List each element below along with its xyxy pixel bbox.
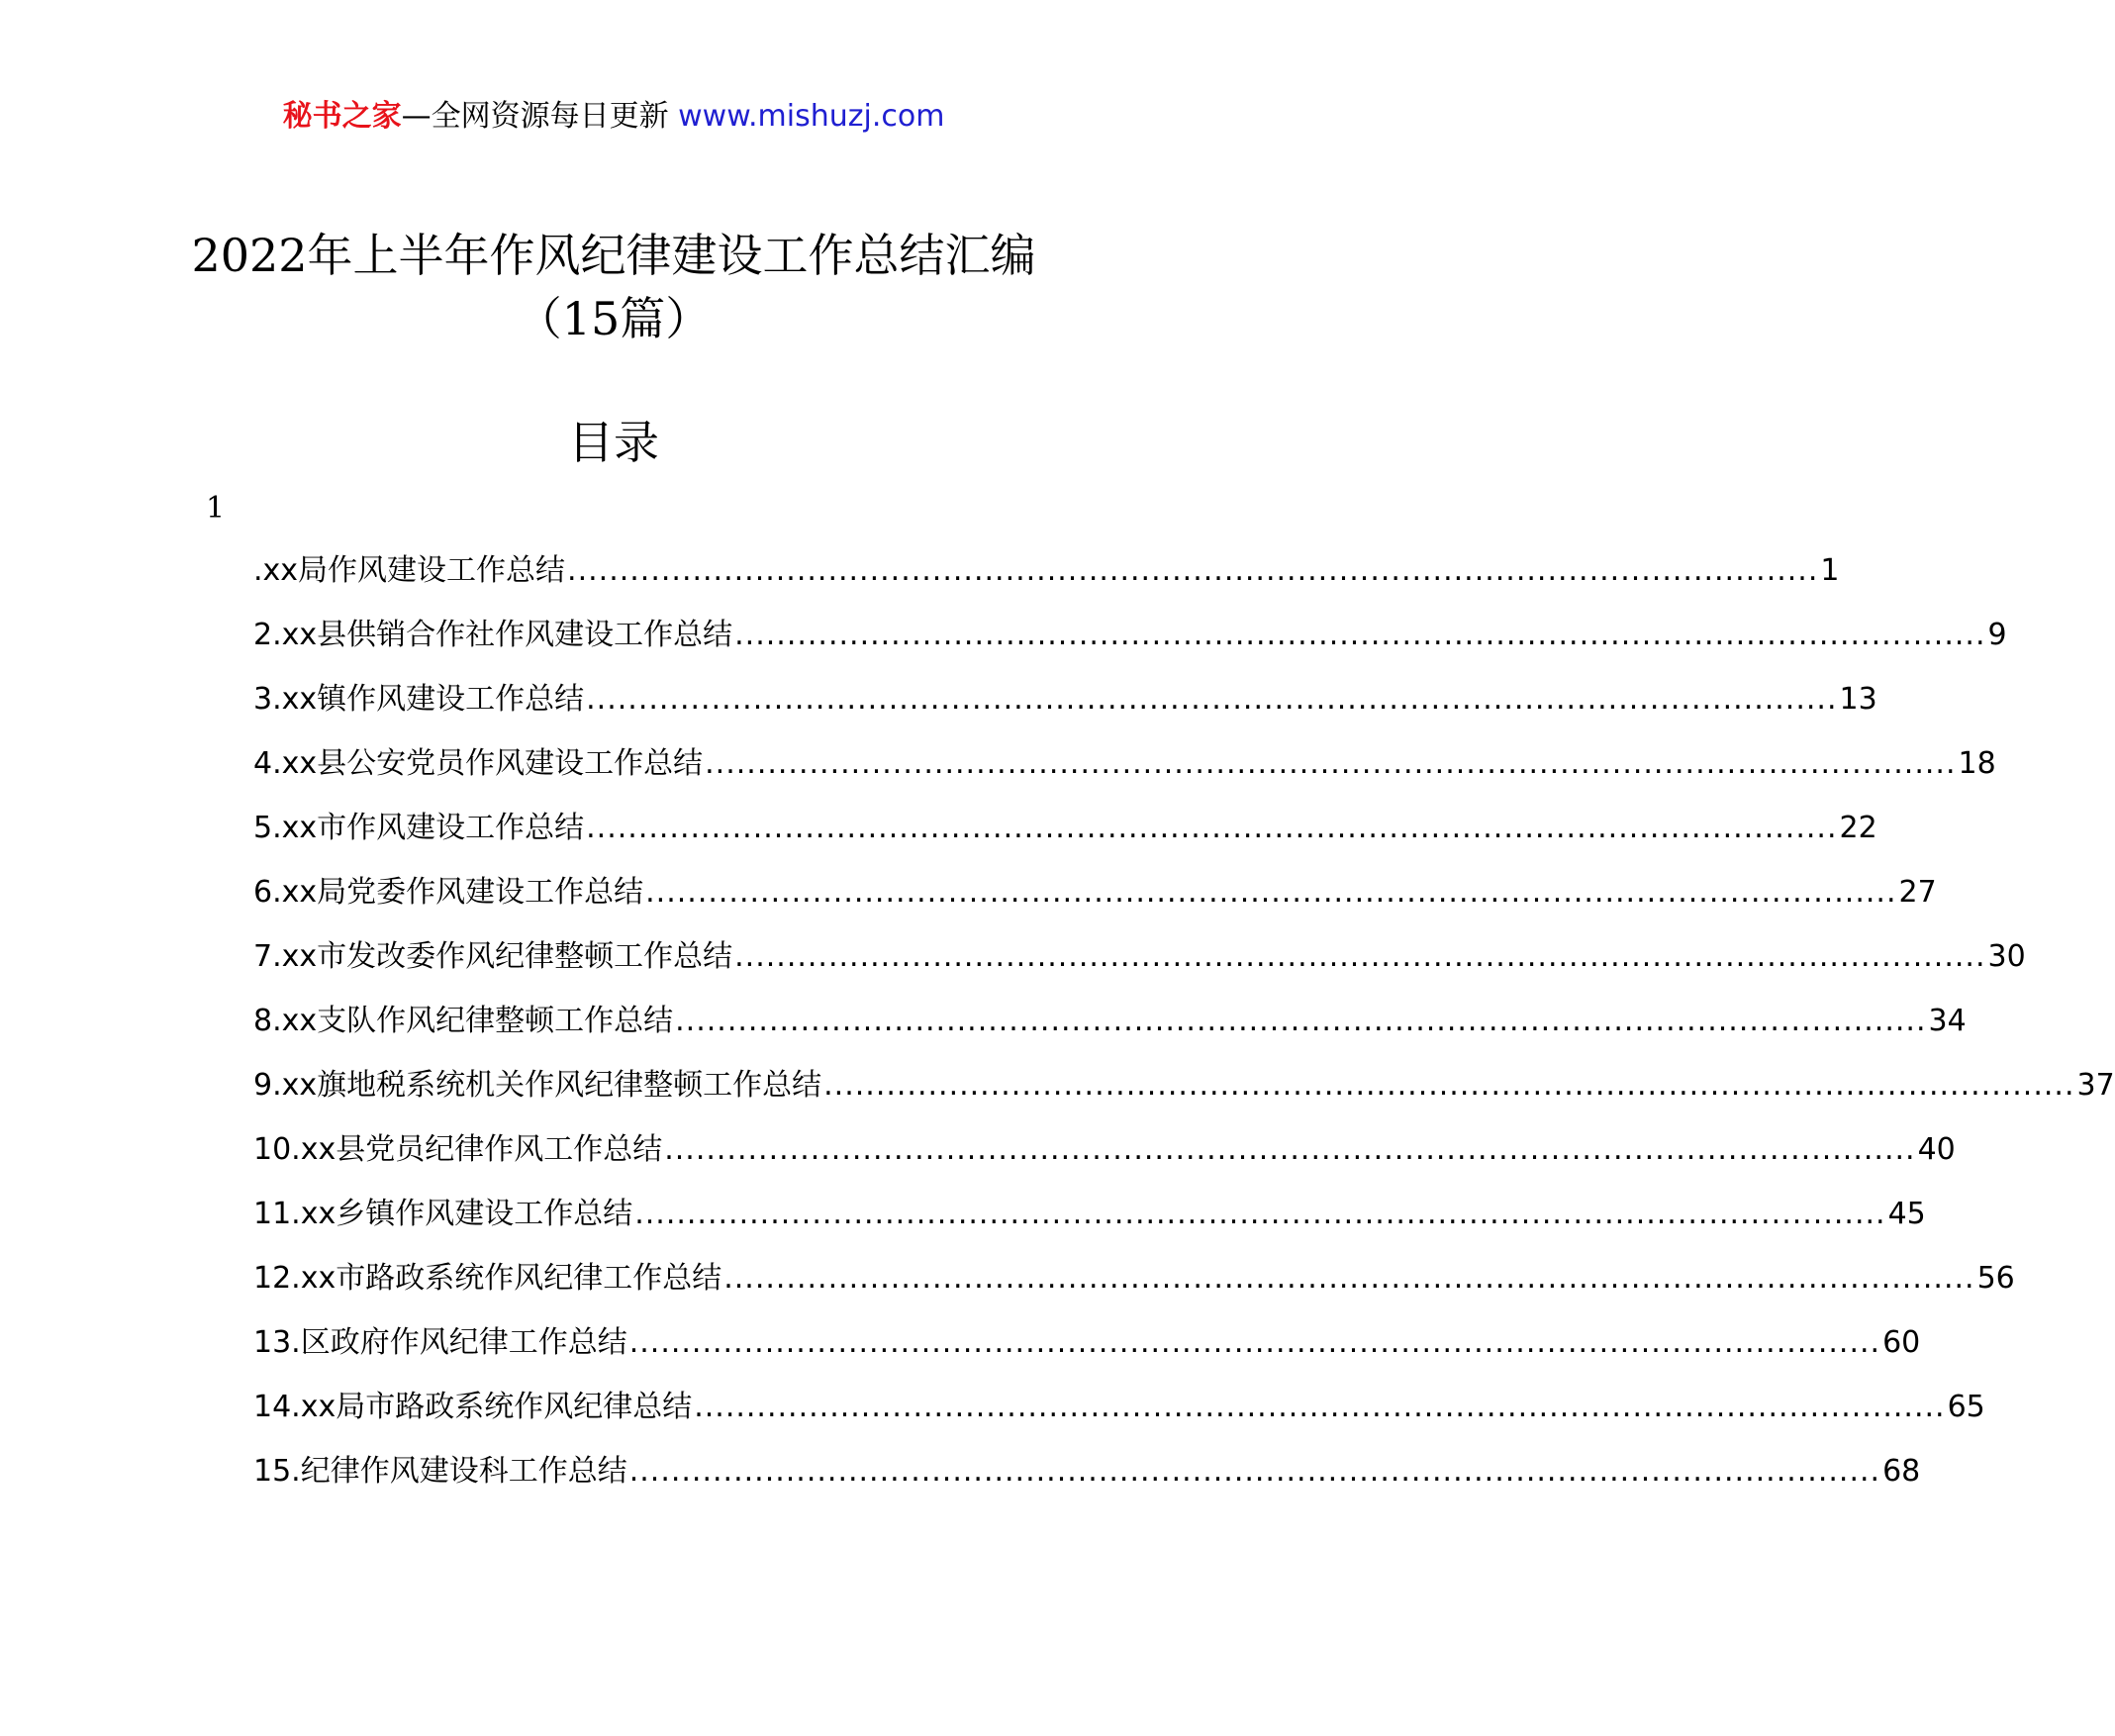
dot-leader: ........................................................................................................................ [675,1004,1927,1038]
toc-entry[interactable] [253,742,1996,807]
toc-entry-page: 45 [1887,1197,1926,1231]
toc-entry[interactable] [253,807,1877,871]
toc-entry-page: 68 [1882,1454,1921,1489]
toc-entry-page: 40 [1917,1132,1956,1167]
toc-entry-page: 22 [1839,811,1877,845]
toc-entry[interactable] [253,614,2007,678]
toc-entry-title: 6.xx局党委作风建设工作总结 [253,875,644,910]
toc-entry-page: 34 [1928,1004,1967,1038]
toc-entry[interactable] [253,1321,1921,1386]
toc-entry-page: 30 [1987,939,2026,974]
toc-entry-title: 4.xx县公安党员作风建设工作总结 [253,746,704,781]
toc-entry-title: 12.xx市路政系统作风纪律工作总结 [253,1261,722,1296]
dot-leader: ........................................................................................................................ [723,1261,1975,1296]
toc-entry-title: 3.xx镇作风建设工作总结 [253,682,585,717]
dot-leader: ........................................................................................................................ [645,875,1897,910]
toc-lead-number: 1 [206,491,226,526]
toc-entry[interactable] [253,1257,2015,1321]
dot-leader: ........................................................................................................................ [734,939,1986,974]
toc-entry[interactable] [253,678,1877,742]
site-header [0,95,1227,139]
toc-entry-title: 15.纪律作风建设科工作总结 [253,1454,627,1489]
toc-entry[interactable] [253,871,1937,935]
toc-entry[interactable] [253,935,2026,1000]
toc-entry[interactable] [253,1064,2115,1128]
dot-leader: ........................................................................................................................ [628,1325,1881,1360]
toc-heading: 目录 [568,416,659,469]
toc-entry-title: 14.xx局市路政系统作风纪律总结 [253,1390,693,1424]
toc-entry[interactable] [253,1000,1967,1064]
toc-entry[interactable] [253,1128,1956,1193]
website-link[interactable]: www.mishuzj.com [678,99,945,134]
dot-leader: ........................................................................................................................ [634,1197,1886,1231]
toc-entry-title: 2.xx县供销合作社作风建设工作总结 [253,618,733,652]
dot-leader: ........................................................................................................................ [823,1068,2075,1103]
toc-entry[interactable] [253,1450,1921,1514]
toc-entry-page: 56 [1976,1261,2015,1296]
toc-entry-page: 1 [1820,553,1840,588]
toc-entry[interactable] [253,1386,1985,1450]
document-subtitle: （15篇） [516,292,712,345]
dot-leader: ........................................................................................................................ [628,1454,1881,1489]
toc-entry-title: .xx局作风建设工作总结 [253,553,566,588]
toc-entry-page: 65 [1947,1390,1985,1424]
toc-entry-title: 5.xx市作风建设工作总结 [253,811,585,845]
toc-entry-page: 18 [1958,746,1996,781]
toc-entry-page: 27 [1898,875,1937,910]
toc-entry[interactable] [253,549,1840,614]
toc-entry-page: 37 [2076,1068,2115,1103]
toc-entry-title: 13.区政府作风纪律工作总结 [253,1325,627,1360]
toc-entry-title: 11.xx乡镇作风建设工作总结 [253,1197,633,1231]
toc-entry-title: 9.xx旗地税系统机关作风纪律整顿工作总结 [253,1068,822,1103]
header-tagline: —全网资源每日更新 [401,99,669,134]
toc-entry-page: 13 [1839,682,1877,717]
toc-entry-page: 9 [1987,618,2007,652]
dot-leader: ........................................................................................................................ [664,1132,1916,1167]
dot-leader: ........................................................................................................................ [694,1390,1946,1424]
dot-leader: ........................................................................................................................ [705,746,1957,781]
toc-entry-page: 60 [1882,1325,1921,1360]
toc-entry[interactable] [253,1193,1926,1257]
dot-leader: ........................................................................................................................ [567,553,1819,588]
dot-leader: ........................................................................................................................ [586,811,1838,845]
document-title: 2022年上半年作风纪律建设工作总结汇编 [191,229,1036,282]
toc-entry-title: 10.xx县党员纪律作风工作总结 [253,1132,663,1167]
toc-entry-title: 7.xx市发改委作风纪律整顿工作总结 [253,939,733,974]
brand-name: 秘书之家 [282,99,402,134]
table-of-contents [253,549,2115,1514]
dot-leader: ........................................................................................................................ [586,682,1838,717]
toc-entry-title: 8.xx支队作风纪律整顿工作总结 [253,1004,674,1038]
dot-leader: ........................................................................................................................ [734,618,1986,652]
